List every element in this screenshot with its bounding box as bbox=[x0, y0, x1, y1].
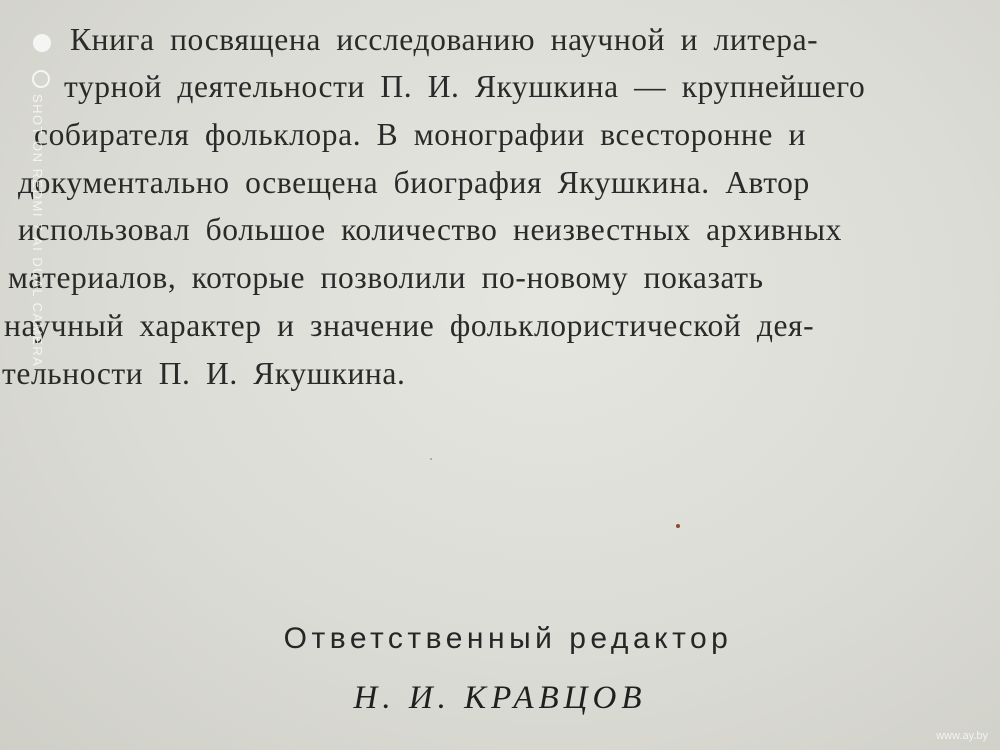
watermark-text: SHOT ON REDMI 7 AI DUAL CAMERA bbox=[30, 94, 45, 368]
watermark-dot-icon bbox=[33, 34, 51, 52]
paragraph-line: Книга посвящена исследованию научной и литера- bbox=[70, 22, 819, 57]
paragraph-line: документально освещена биография Якушкина. Автор bbox=[18, 165, 810, 200]
paper-speck bbox=[430, 458, 432, 460]
paragraph-line: турной деятельности П. И. Якушкина — крупнейшего bbox=[64, 69, 866, 104]
watermark-ring-icon bbox=[32, 70, 50, 88]
paragraph-line: собирателя фольклора. В монографии всесторонне и bbox=[34, 117, 806, 152]
paragraph-line: использовал большое количество неизвестных архивных bbox=[18, 212, 842, 247]
paper-speck bbox=[676, 524, 680, 528]
paragraph-line: научный характер и значение фольклористической дея- bbox=[4, 308, 815, 343]
paragraph-line: тельности П. И. Якушкина. bbox=[2, 356, 406, 391]
editor-label: Ответственный редактор bbox=[283, 622, 733, 655]
editor-name: Н. И. КРАВЦОВ bbox=[353, 680, 647, 716]
site-watermark: www.ay.by bbox=[936, 730, 988, 742]
paragraph-line: материалов, которые позволили по-новому показать bbox=[8, 260, 764, 295]
